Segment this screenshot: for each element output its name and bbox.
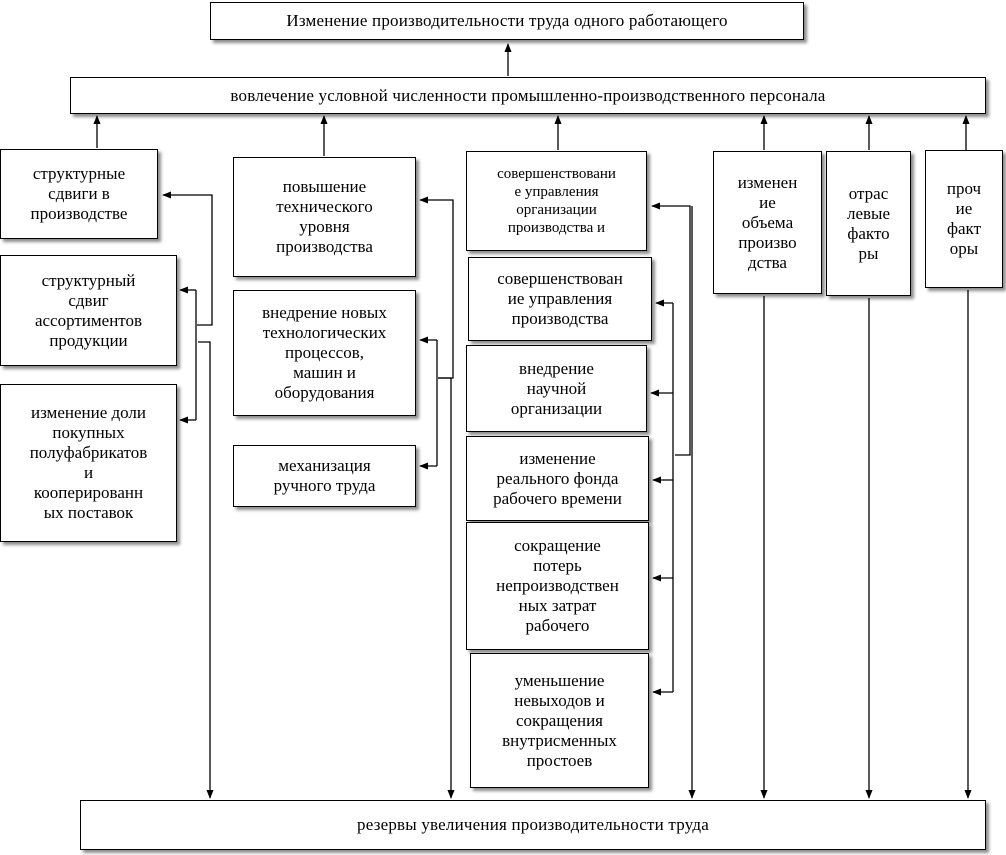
other-factors-box: проч ие факт оры xyxy=(925,150,1003,288)
work-time-fund-box: изменение реального фонда рабочего времени xyxy=(466,436,649,521)
management-org-box: совершенствовани е управления организации производства и xyxy=(466,151,647,251)
scientific-org-box: внедрение научной организации xyxy=(466,345,647,432)
reserves-box xyxy=(80,800,986,850)
mechanization-box: механизация ручного труда xyxy=(233,445,416,507)
absence-reduction-box: уменьшение невыходов и сокращения внутрисменных простоев xyxy=(470,653,649,788)
management-prod-box: совершенствован ие управления производства xyxy=(468,257,652,341)
tech-level-box: повышение технического уровня производства xyxy=(233,157,416,277)
new-tech-box: внедрение новых технологических процессов, машин и оборудования xyxy=(233,290,416,416)
left-down-line xyxy=(198,342,210,798)
purchased-share-box: изменение доли покупных полуфабрикатов и кооперированн ых поставок xyxy=(0,384,177,542)
volume-change-box: изменен ие объема произво дства xyxy=(713,151,822,294)
title-text: Изменение производительности труда одного работающего xyxy=(286,11,728,30)
structural-shifts-box: структурные сдвиги в производстве xyxy=(0,149,158,239)
title-box xyxy=(210,2,804,40)
industry-factors-box: отрас левые факто ры xyxy=(826,151,911,296)
mid-bracket-top xyxy=(420,200,453,378)
reserves-text: резервы увеличения производительности труда xyxy=(357,815,709,834)
right-bracket-top xyxy=(652,206,690,455)
involvement-text: вовлечение условной численности промышленно-производственного персонала xyxy=(230,85,826,105)
involvement-box xyxy=(70,77,986,114)
assortment-shift-box: структурный сдвиг ассортиментов продукции xyxy=(0,255,177,366)
loss-reduction-box: сокращение потерь непроизводствен ных затрат рабочего xyxy=(466,522,649,650)
mid-down-line xyxy=(438,378,451,798)
